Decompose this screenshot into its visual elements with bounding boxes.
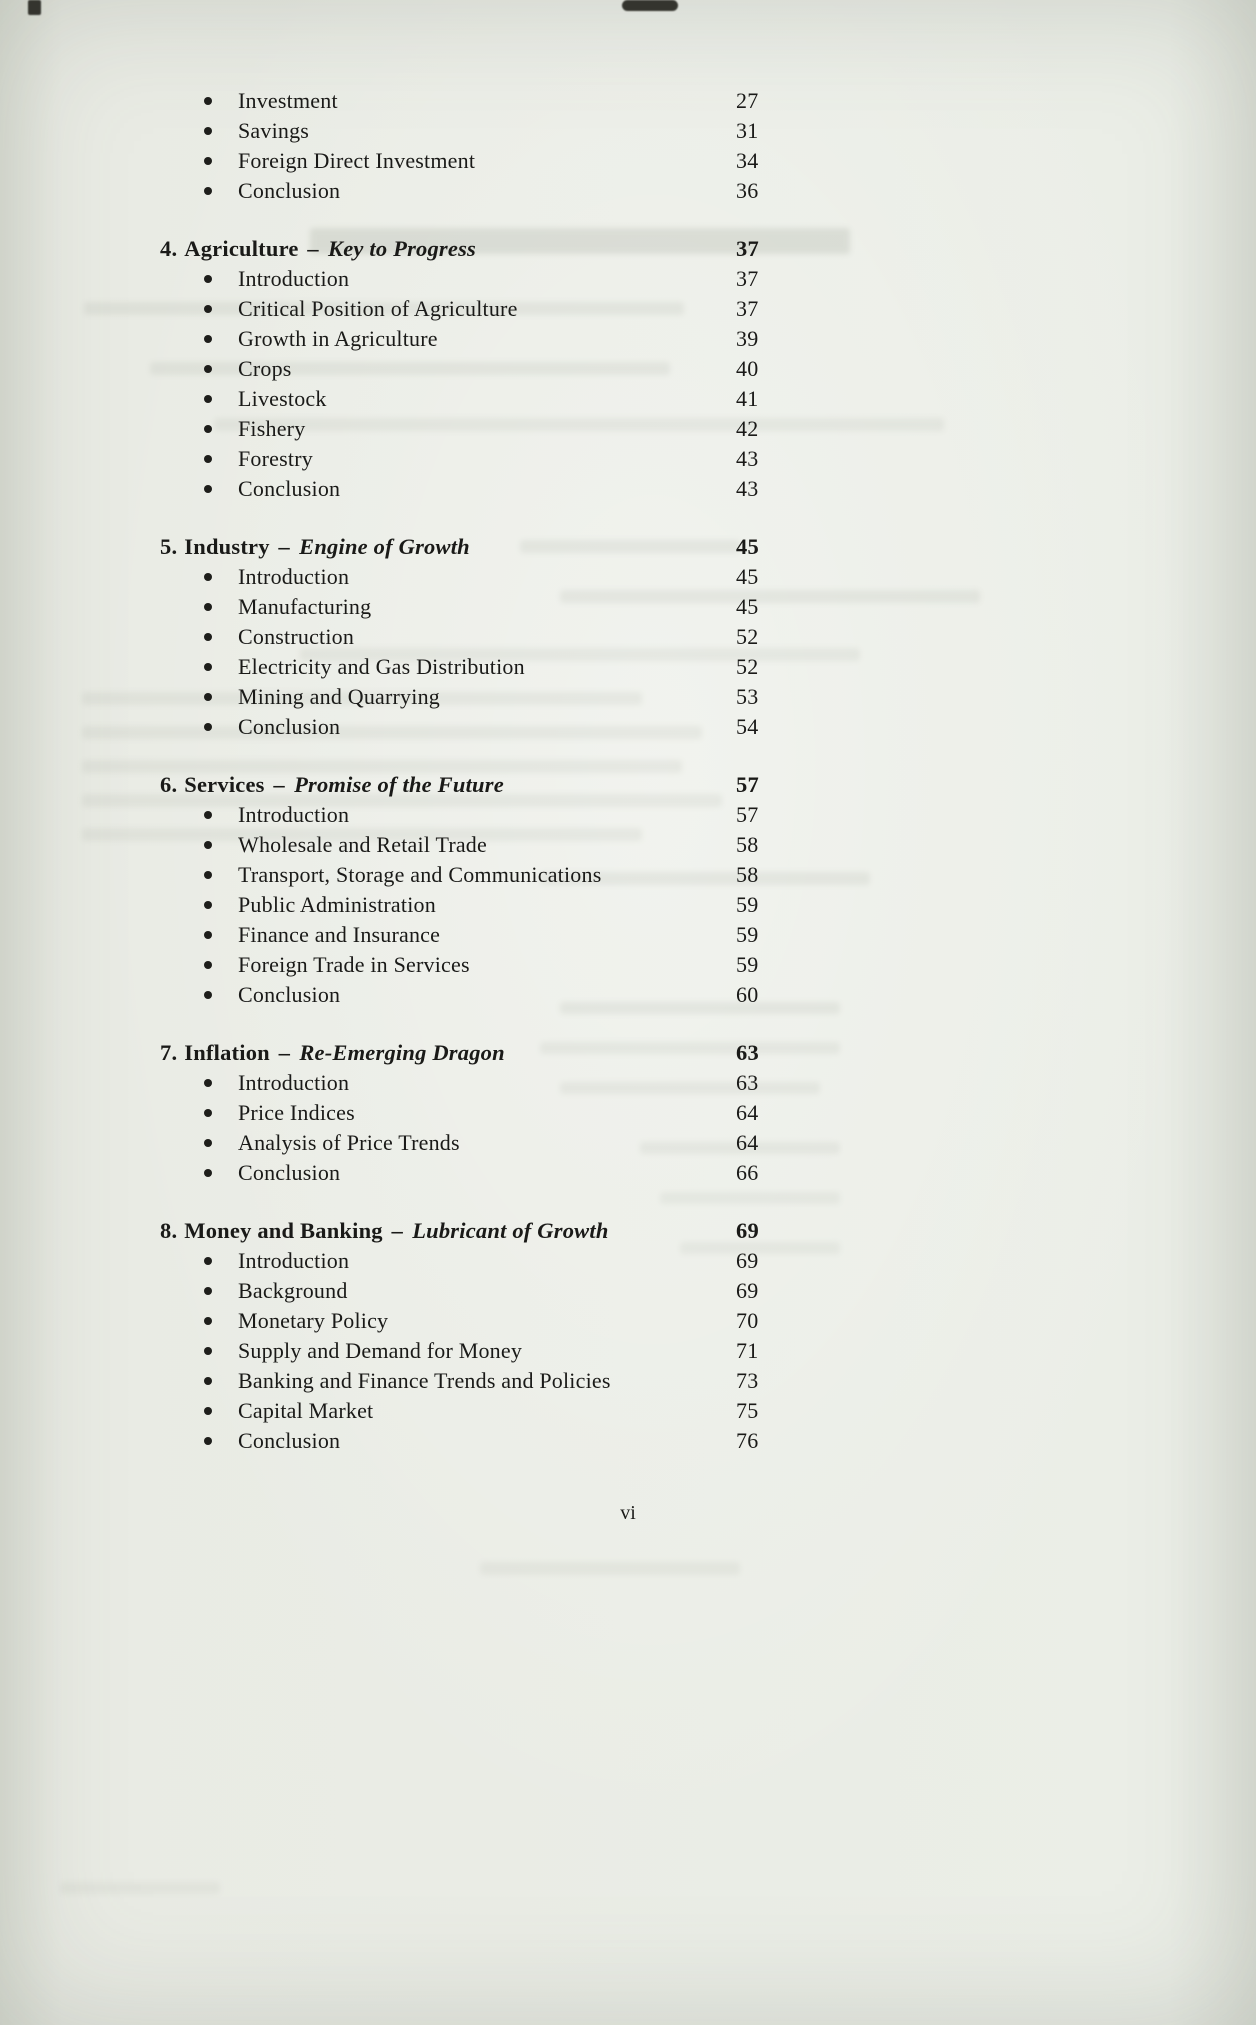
toc-item — [160, 1366, 980, 1396]
table-of-contents — [160, 86, 980, 1456]
toc-item — [160, 1098, 980, 1128]
toc-item-page: 76 — [736, 1428, 759, 1453]
toc-item-label: Background — [238, 1278, 348, 1303]
toc-item — [160, 1246, 980, 1276]
bullet-icon — [204, 841, 212, 849]
toc-item-label: Savings — [238, 118, 310, 143]
chapter-heading — [160, 1038, 980, 1068]
bleedthrough-artifact — [60, 1882, 220, 1894]
toc-item-label: Conclusion — [238, 714, 341, 739]
bullet-icon — [204, 127, 212, 135]
bullet-icon — [204, 961, 212, 969]
toc-item-label: Manufacturing — [238, 594, 372, 619]
toc-item-page: 43 — [736, 446, 759, 471]
toc-chapter — [160, 1038, 980, 1188]
toc-item-label: Finance and Insurance — [238, 922, 441, 947]
chapter-page: 57 — [736, 772, 759, 797]
chapter-dash: – — [278, 534, 291, 559]
toc-item-page: 59 — [736, 892, 759, 917]
toc-item — [160, 562, 980, 592]
toc-item — [160, 712, 980, 742]
chapter-dash: – — [278, 1040, 291, 1065]
chapter-number: 4. — [160, 236, 178, 261]
toc-item-label: Transport, Storage and Communications — [238, 862, 602, 887]
toc-item — [160, 980, 980, 1010]
page-number-footer: vi — [620, 1502, 636, 1524]
chapter-heading — [160, 234, 980, 264]
toc-item-page: 57 — [736, 802, 759, 827]
toc-item-page: 54 — [736, 714, 759, 739]
toc-item-label: Conclusion — [238, 1160, 341, 1185]
bullet-icon — [204, 871, 212, 879]
chapter-heading — [160, 532, 980, 562]
chapter-number: 7. — [160, 1040, 178, 1065]
chapter-subtitle: Promise of the Future — [294, 772, 504, 797]
bullet-icon — [204, 1257, 212, 1265]
toc-item-label: Public Administration — [238, 892, 436, 917]
toc-item-label: Introduction — [238, 564, 350, 589]
chapter-items — [160, 800, 980, 1010]
toc-chapter — [160, 532, 980, 742]
chapter-title: Services — [184, 772, 265, 797]
toc-item-label: Conclusion — [238, 476, 341, 501]
scan-smudge-icon — [622, 0, 678, 11]
toc-item-page: 39 — [736, 326, 759, 351]
toc-item — [160, 920, 980, 950]
toc-item-page: 41 — [736, 386, 759, 411]
bullet-icon — [204, 97, 212, 105]
chapter-subtitle: Re-Emerging Dragon — [299, 1040, 505, 1065]
toc-item-label: Price Indices — [238, 1100, 355, 1125]
bullet-icon — [204, 1377, 212, 1385]
toc-item — [160, 800, 980, 830]
toc-item-page: 52 — [736, 654, 759, 679]
chapter-number: 6. — [160, 772, 178, 797]
chapter-items — [160, 1068, 980, 1188]
toc-item — [160, 652, 980, 682]
toc-item-page: 37 — [736, 266, 759, 291]
toc-item — [160, 444, 980, 474]
bleedthrough-artifact — [480, 1562, 740, 1575]
toc-item — [160, 86, 980, 116]
toc-item-label: Critical Position of Agriculture — [238, 296, 518, 321]
chapter-page: 45 — [736, 534, 759, 559]
chapter-dash: – — [307, 236, 319, 261]
toc-item-label: Mining and Quarrying — [238, 684, 440, 709]
toc-item-label: Forestry — [238, 446, 313, 471]
toc-item-label: Electricity and Gas Distribution — [238, 654, 525, 679]
toc-item-label: Foreign Trade in Services — [238, 952, 470, 977]
toc-item-label: Conclusion — [238, 1428, 341, 1453]
bullet-icon — [204, 693, 212, 701]
bullet-icon — [204, 1079, 212, 1087]
toc-item-page: 60 — [736, 982, 759, 1007]
toc-item-page: 58 — [736, 862, 759, 887]
bullet-icon — [204, 723, 212, 731]
leading-items — [160, 86, 980, 206]
toc-item-label: Livestock — [238, 386, 327, 411]
toc-item-page: 59 — [736, 922, 759, 947]
toc-item-label: Introduction — [238, 266, 350, 291]
toc-item-page: 64 — [736, 1130, 759, 1155]
toc-item-page: 52 — [736, 624, 759, 649]
toc-item — [160, 950, 980, 980]
toc-item-page: 27 — [736, 88, 759, 113]
toc-item-label: Fishery — [238, 416, 306, 441]
toc-chapter — [160, 1216, 980, 1456]
bullet-icon — [204, 305, 212, 313]
bullet-icon — [204, 663, 212, 671]
bullet-icon — [204, 811, 212, 819]
bullet-icon — [204, 1407, 212, 1415]
toc-item — [160, 1306, 980, 1336]
toc-item-page: 75 — [736, 1398, 759, 1423]
toc-item — [160, 1158, 980, 1188]
toc-item-page: 31 — [736, 118, 759, 143]
toc-item — [160, 116, 980, 146]
chapter-dash: – — [391, 1218, 404, 1243]
toc-item-label: Introduction — [238, 1248, 350, 1273]
bullet-icon — [204, 931, 212, 939]
toc-item-label: Introduction — [238, 802, 350, 827]
toc-item — [160, 354, 980, 384]
toc-item-page: 43 — [736, 476, 759, 501]
toc-item — [160, 1128, 980, 1158]
scan-smudge-icon — [28, 0, 41, 15]
toc-item-page: 40 — [736, 356, 759, 381]
chapter-heading — [160, 1216, 980, 1246]
toc-item-page: 53 — [736, 684, 759, 709]
bullet-icon — [204, 991, 212, 999]
toc-item-page: 42 — [736, 416, 759, 441]
toc-item-page: 70 — [736, 1308, 759, 1333]
toc-item — [160, 1336, 980, 1366]
toc-item — [160, 294, 980, 324]
toc-item-label: Banking and Finance Trends and Policies — [238, 1368, 611, 1393]
toc-item-page: 64 — [736, 1100, 759, 1125]
toc-item-label: Growth in Agriculture — [238, 326, 438, 351]
bullet-icon — [204, 573, 212, 581]
bullet-icon — [204, 1437, 212, 1445]
toc-item — [160, 830, 980, 860]
toc-item — [160, 1426, 980, 1456]
toc-item-page: 73 — [736, 1368, 759, 1393]
bullet-icon — [204, 425, 212, 433]
toc-item-page: 59 — [736, 952, 759, 977]
chapter-page: 37 — [736, 236, 759, 261]
toc-item — [160, 264, 980, 294]
bullet-icon — [204, 1139, 212, 1147]
bullet-icon — [204, 157, 212, 165]
toc-item-page: 37 — [736, 296, 759, 321]
toc-item-label: Analysis of Price Trends — [238, 1130, 460, 1155]
bullet-icon — [204, 455, 212, 463]
toc-item — [160, 1396, 980, 1426]
bullet-icon — [204, 1287, 212, 1295]
bullet-icon — [204, 335, 212, 343]
chapter-items — [160, 1246, 980, 1456]
toc-item-page: 69 — [736, 1278, 759, 1303]
chapter-page: 63 — [736, 1040, 759, 1065]
toc-item-page: 45 — [736, 594, 759, 619]
bullet-icon — [204, 187, 212, 195]
toc-item — [160, 176, 980, 206]
toc-item-label: Capital Market — [238, 1398, 374, 1423]
bullet-icon — [204, 1317, 212, 1325]
toc-item-page: 71 — [736, 1338, 759, 1363]
toc-item — [160, 592, 980, 622]
toc-item — [160, 474, 980, 504]
toc-item-label: Foreign Direct Investment — [238, 148, 476, 173]
chapter-title: Industry — [184, 534, 270, 559]
toc-item-label: Supply and Demand for Money — [238, 1338, 523, 1363]
toc-item-label: Monetary Policy — [238, 1308, 389, 1333]
toc-item-page: 34 — [736, 148, 759, 173]
toc-item-label: Introduction — [238, 1070, 350, 1095]
chapter-subtitle: Lubricant of Growth — [412, 1218, 609, 1243]
chapter-number: 8. — [160, 1218, 178, 1243]
chapter-dash: – — [273, 772, 286, 797]
toc-item-page: 66 — [736, 1160, 759, 1185]
bullet-icon — [204, 365, 212, 373]
chapter-page: 69 — [736, 1218, 759, 1243]
bullet-icon — [204, 1169, 212, 1177]
chapters — [160, 234, 980, 1456]
toc-item-page: 69 — [736, 1248, 759, 1273]
toc-item — [160, 1276, 980, 1306]
toc-item-label: Wholesale and Retail Trade — [238, 832, 487, 857]
toc-item — [160, 890, 980, 920]
toc-chapter — [160, 234, 980, 504]
chapter-number: 5. — [160, 534, 178, 559]
chapter-title: Inflation — [184, 1040, 270, 1065]
toc-item-page: 63 — [736, 1070, 759, 1095]
chapter-heading — [160, 770, 980, 800]
chapter-title: Agriculture — [184, 236, 299, 261]
toc-chapter — [160, 770, 980, 1010]
toc-item — [160, 682, 980, 712]
toc-item — [160, 860, 980, 890]
toc-item-label: Construction — [238, 624, 355, 649]
bullet-icon — [204, 633, 212, 641]
bullet-icon — [204, 485, 212, 493]
toc-item-label: Conclusion — [238, 178, 341, 203]
toc-item-page: 58 — [736, 832, 759, 857]
toc-item-label: Crops — [238, 356, 292, 381]
bullet-icon — [204, 603, 212, 611]
chapter-subtitle: Key to Progress — [328, 236, 476, 261]
toc-item-page: 45 — [736, 564, 759, 589]
chapter-items — [160, 562, 980, 742]
chapter-title: Money and Banking — [184, 1218, 383, 1243]
chapter-subtitle: Engine of Growth — [299, 534, 470, 559]
bullet-icon — [204, 901, 212, 909]
bullet-icon — [204, 395, 212, 403]
toc-item-label: Conclusion — [238, 982, 341, 1007]
bullet-icon — [204, 275, 212, 283]
toc-item — [160, 1068, 980, 1098]
toc-item — [160, 146, 980, 176]
toc-item-page: 36 — [736, 178, 759, 203]
toc-item — [160, 324, 980, 354]
toc-item — [160, 414, 980, 444]
chapter-items — [160, 264, 980, 504]
toc-item — [160, 622, 980, 652]
toc-item-label: Investment — [238, 88, 338, 113]
bullet-icon — [204, 1109, 212, 1117]
toc-item — [160, 384, 980, 414]
bullet-icon — [204, 1347, 212, 1355]
